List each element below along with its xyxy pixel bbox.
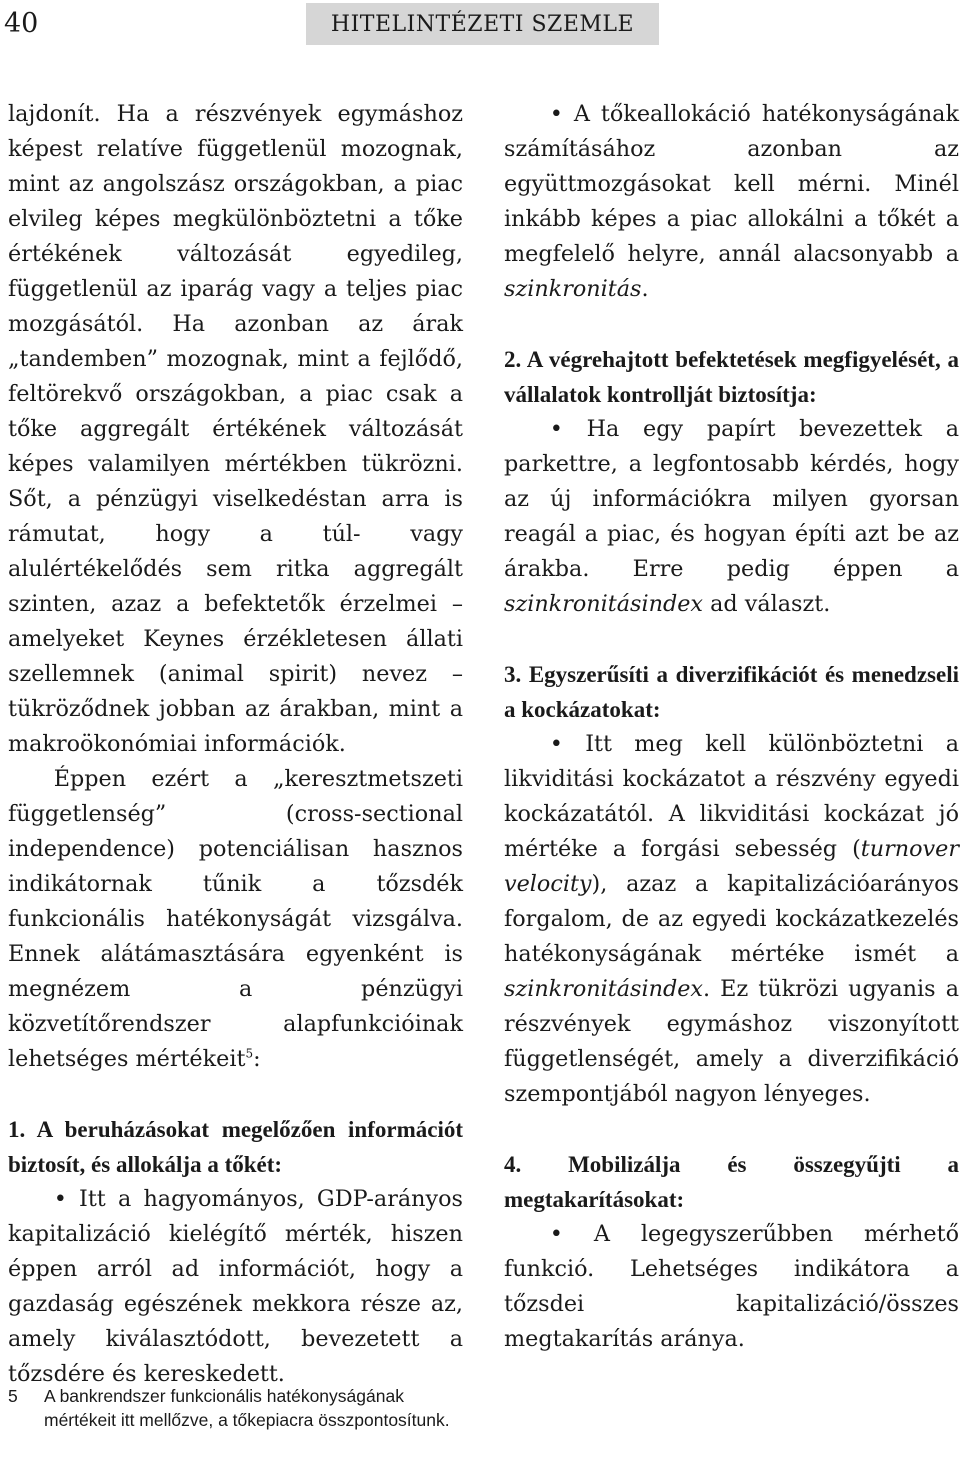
section-heading-2: 2. A végrehajtott befektetések megfigyelését, a vállalatok kontrollját biztosítja:	[504, 347, 959, 407]
page-header	[0, 0, 960, 48]
term-italic: szinkronitásindex	[504, 976, 703, 1002]
page-number: 40	[4, 8, 39, 39]
section-heading-1: 1. A beruházásokat megelőzően információt biztosít, és allokálja a tőkét:	[8, 1117, 463, 1177]
right-column	[504, 97, 959, 1357]
term-italic: turnover velocity	[504, 836, 959, 897]
bullet-end: . Ez tükrözi ugyanis a részvények egymáshoz viszonyított függetlenségét, amely a diverzifikáció szempontjából nagyon lényeges.	[504, 976, 959, 1107]
bullet-item	[504, 97, 959, 307]
bullet-item	[504, 412, 959, 622]
footnote-number: 5	[8, 1386, 18, 1406]
bullet-item	[504, 727, 959, 1112]
bullet-item: • A legegyszerűbben mérhető funkció. Lehetséges indikátora a tőzsdei kapitalizáció/összes megtakarítás aránya.	[504, 1221, 959, 1352]
paragraph-text: Éppen ezért a „keresztmetszeti függetlenség” (cross-sectional independence) potenciálisan hasznos indikátornak tűnik a tőzsdék funkcionális hatékonyságát vizsgálva. Ennek alátámasztására egyenként is megnézem a pénzügyi közvetítőrendszer alapfunkcióinak lehetséges mértékeit	[8, 766, 463, 1072]
paragraph	[8, 762, 463, 1077]
footnote	[8, 1384, 468, 1432]
left-column	[8, 97, 463, 1392]
bullet-item: • Itt a hagyományos, GDP-arányos kapitalizáció kielégítő mérték, hiszen éppen arról ad információt, hogy a gazdaság egészének mekkora része az, amely kiválasztódott, bevezetett a tőzsdére és kereskedett.	[8, 1186, 463, 1387]
paragraph: lajdonít. Ha a részvények egymáshoz képest relatíve függetlenül mozognak, mint az angolszász országokban, a piac elvileg képes megkülönböztetni a tőke értékének változását egyedileg, függetlenül az iparág vagy a teljes piac mozgásától. Ha azonban az árak „tandemben” mozognak, mint a fejlődő, feltörekvő országokban, a piac csak a tőke aggregált értékének változását képes valamilyen mértékben tükrözni. Sőt, a pénzügyi viselkedéstan arra is rámutat, hogy a túl- vagy alulértékelődés sem ritka aggregált szinten, azaz a befektetők érzelmei – amelyeket Keynes érzékletesen állati szellemnek (animal spirit) nevez – tükröződnek jobban az árakban, mint a makroökonómiai információk.	[8, 101, 463, 757]
section-heading-3: 3. Egyszerűsíti a diverzifikációt és menedzseli a kockázatokat:	[504, 662, 959, 722]
bullet-end: .	[641, 276, 649, 302]
bullet-text: • Ha egy papírt bevezettek a parkettre, a legfontosabb kérdés, hogy az új információkra milyen gyorsan reagál a piac, és hogyan építi azt be az árakba. Erre pedig éppen a	[504, 416, 959, 582]
footnote-text: A bankrendszer funkcionális hatékonyságának mértékeit itt mellőzve, a tőkepiacra összpontosítunk.	[44, 1386, 450, 1430]
paragraph-end: :	[253, 1046, 261, 1072]
bullet-text: • Itt meg kell különböztetni a likviditási kockázatot a részvény egyedi kockázatától. A likviditási kockázat jó mértéke a forgási sebesség (	[504, 731, 959, 862]
section-heading-4: 4. Mobilizálja és összegyűjti a megtakarításokat:	[504, 1152, 959, 1212]
journal-title: HITELINTÉZETI SZEMLE	[306, 3, 659, 45]
bullet-text: • A tőkeallokáció hatékonyságának számításához azonban az együttmozgásokat kell mérni. Minél inkább képes a piac allokálni a tőkét a megfelelő helyre, annál alacsonyabb a	[504, 101, 959, 267]
bullet-text: ), azaz a kapitalizációarányos forgalom, de az egyedi kockázatkezelés hatékonyságának mértéke ismét a	[504, 871, 959, 967]
footnote-ref: 5	[245, 1046, 254, 1061]
bullet-end: ad választ.	[703, 591, 831, 617]
term-italic: szinkronitásindex	[504, 591, 703, 617]
term-italic: szinkronitás	[504, 276, 642, 302]
